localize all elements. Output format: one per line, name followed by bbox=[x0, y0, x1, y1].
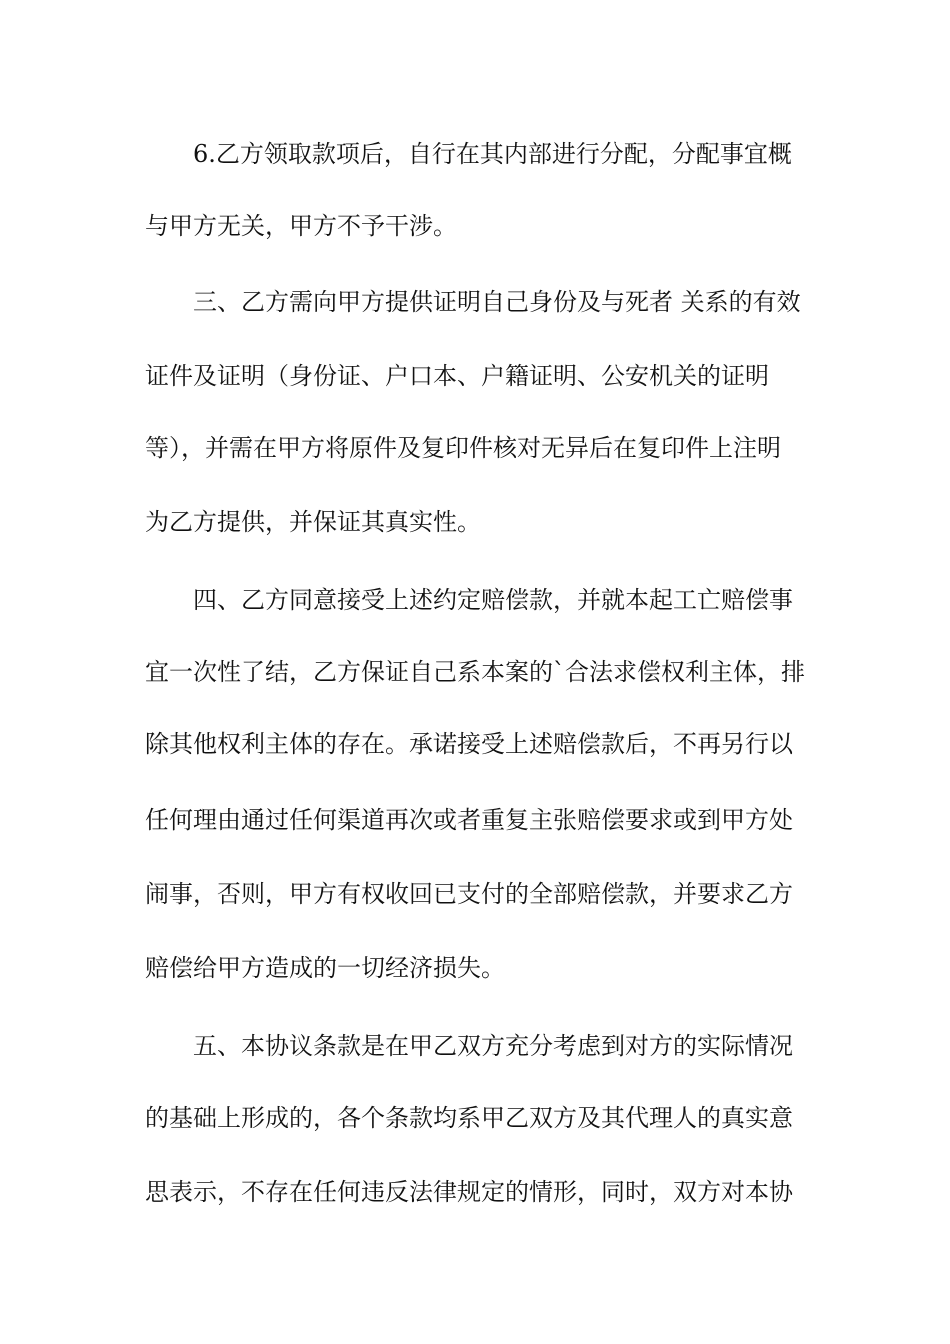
text-line: 证件及证明（身份证、户口本、户籍证明、公安机关的证明 bbox=[145, 362, 769, 390]
text-line: 闹事，否则，甲方有权收回已支付的全部赔偿款，并要求乙方 bbox=[145, 880, 793, 908]
text-line: 三、乙方需向甲方提供证明自己身份及与死者 关系的有效 bbox=[193, 288, 801, 316]
text-line: 与甲方无关，甲方不予干涉。 bbox=[145, 212, 457, 240]
text-line: 的基础上形成的，各个条款均系甲乙双方及其代理人的真实意 bbox=[145, 1104, 793, 1132]
text-line: 任何理由通过任何渠道再次或者重复主张赔偿要求或到甲方处 bbox=[145, 806, 793, 834]
text-line: 为乙方提供，并保证其真实性。 bbox=[145, 508, 481, 536]
text-line: 赔偿给甲方造成的一切经济损失。 bbox=[145, 954, 505, 982]
text-line: 等），并需在甲方将原件及复印件核对无异后在复印件上注明 bbox=[145, 434, 781, 462]
text-line: 五、本协议条款是在甲乙双方充分考虑到对方的实际情况 bbox=[193, 1032, 793, 1060]
text-line: 除其他权利主体的存在。承诺接受上述赔偿款后，不再另行以 bbox=[145, 730, 793, 758]
text-line: 6.乙方领取款项后，自行在其内部进行分配，分配事宜概 bbox=[193, 140, 792, 168]
text-line: 思表示，不存在任何违反法律规定的情形，同时，双方对本协 bbox=[145, 1178, 793, 1206]
text-line: 宜一次性了结，乙方保证自己系本案的`合法求偿权利主体，排 bbox=[145, 658, 805, 686]
text-line: 四、乙方同意接受上述约定赔偿款，并就本起工亡赔偿事 bbox=[193, 586, 793, 614]
